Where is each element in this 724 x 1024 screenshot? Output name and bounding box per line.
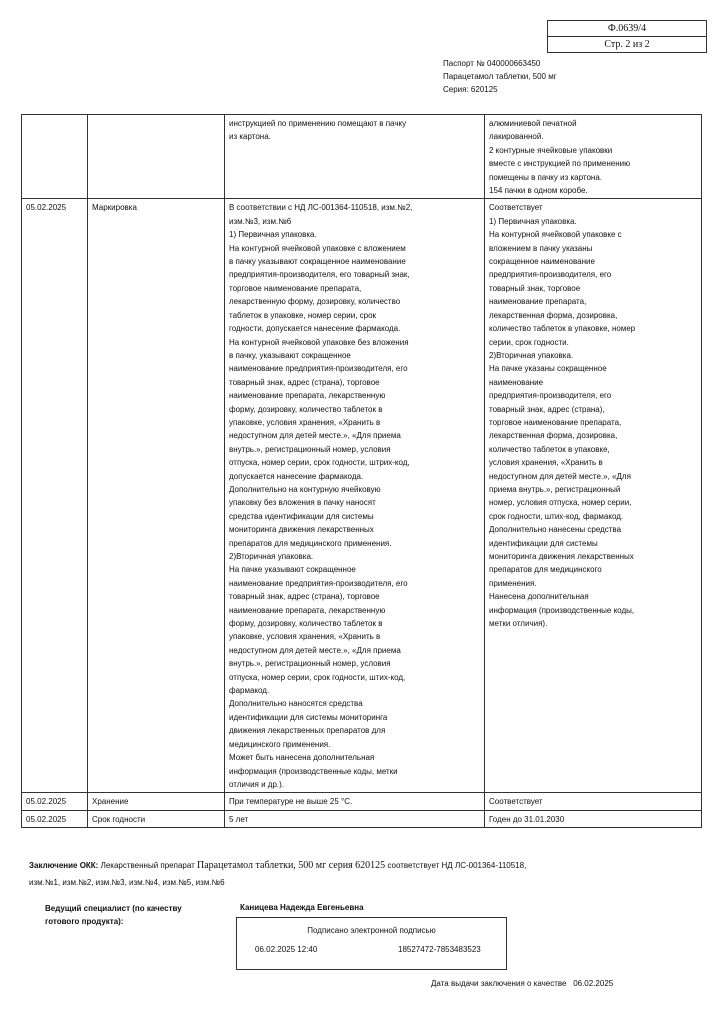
text-line: из картона. xyxy=(229,132,271,142)
text-line: 2 контурные ячейковые упаковки xyxy=(489,145,613,155)
text-line: вложением в пачку указаны xyxy=(489,243,593,253)
text-line: 2)Вторичная упаковка. xyxy=(489,350,574,360)
table-row xyxy=(22,115,702,199)
text-line: метки отличия). xyxy=(489,619,548,629)
issue-label: Дата выдачи заключения о качестве xyxy=(431,979,567,988)
text-line: упаковке, условия хранения, «Хранить в xyxy=(229,417,381,427)
text-line: При температуре не выше 25 °С. xyxy=(229,797,353,807)
text-line: Годен до 31.01.2030 xyxy=(489,814,565,824)
text-line: предприятия-производителя, его товарный знак, xyxy=(229,270,410,280)
text-line: отпуска, номер серии, срок годности, штрих-код, xyxy=(229,458,410,468)
text-line: таблеток в упаковке, номер серии, срок xyxy=(229,310,377,320)
text-line: форму, дозировку, количество таблеток в xyxy=(229,404,383,414)
text-line: движения лекарственных препаратов для xyxy=(229,726,386,736)
text-line: Соответствует xyxy=(489,203,543,213)
date-cell xyxy=(22,115,88,199)
text-line: идентификации для системы мониторинга xyxy=(229,712,388,722)
text-line: помещены в пачку из картона. xyxy=(489,172,602,182)
text-line: серии, срок годности. xyxy=(489,337,569,347)
date-cell: 05.02.2025 xyxy=(22,793,88,810)
text-line: На контурной ячейковой упаковке без вложения xyxy=(229,337,409,347)
text-line: в пачку указывают сокращенное наименование xyxy=(229,257,406,267)
text-line: упаковке, условия хранения, «Хранить в xyxy=(229,632,381,642)
parameter-cell: Маркировка xyxy=(88,199,225,793)
text-line: Дополнительно нанесены средства xyxy=(489,525,622,535)
text-line: лакированной. xyxy=(489,132,544,142)
text-line: средства идентификации для системы xyxy=(229,511,374,521)
text-line: медицинского применения. xyxy=(229,739,331,749)
text-line: срок годности, штих-код, фармакод. xyxy=(489,511,624,521)
result-cell xyxy=(485,199,702,793)
text-line: Дополнительно наносятся средства xyxy=(229,699,363,709)
text-line: фармакод. xyxy=(229,686,270,696)
text-line: наименование предприятия-производителя, его xyxy=(229,578,408,588)
text-line: На контурной ячейковой упаковке с xyxy=(489,230,622,240)
specialist-label xyxy=(45,902,182,928)
result-cell xyxy=(485,793,702,810)
text-line: отпуска, номер серии, срок годности, штих-код, xyxy=(229,672,406,682)
text-line: На контурной ячейковой упаковке с вложением xyxy=(229,243,406,253)
table-row xyxy=(22,810,702,827)
text-line: мониторинга движения лекарственных xyxy=(489,552,634,561)
text-line: Соответствует xyxy=(489,797,543,807)
text-line: в пачку, указывают сокращенное xyxy=(229,350,351,360)
conclusion-line-1 xyxy=(29,857,701,874)
requirement-cell xyxy=(225,810,485,827)
text-line: информация (производственные коды, xyxy=(489,605,635,615)
requirement-cell xyxy=(225,199,485,793)
result-cell xyxy=(485,810,702,827)
text-line: информация (производственные коды, метки xyxy=(229,766,398,776)
text-line: лекарственную форму, дозировку, количество xyxy=(229,297,401,307)
passport-number: Паспорт № 040000663450 xyxy=(443,59,541,68)
text-line: В соответствии с НД ЛС-001364-110518, изм.№2, xyxy=(229,203,413,213)
specialist-label-line-1: Ведущий специалист (по качеству xyxy=(45,904,182,913)
text-line: количество таблеток в упаковке, xyxy=(489,444,610,454)
specialist-name: Каницева Надежда Евгеньевна xyxy=(240,903,364,912)
text-line: На пачке указаны сокращенное xyxy=(489,364,607,374)
text-line: наименование препарата, xyxy=(489,297,587,307)
text-line: торговое наименование препарата, xyxy=(229,283,362,293)
text-line: лекарственная форма, дозировка, xyxy=(489,310,618,320)
form-code-box xyxy=(547,20,707,53)
text-line: недоступном для детей месте.», «Для xyxy=(489,471,631,481)
text-line: отличия и др.). xyxy=(229,779,285,789)
conclusion-line-2: изм.№1, изм.№2, изм.№3, изм.№4, изм.№5, изм.№6 xyxy=(29,878,225,887)
page-number: Стр. 2 из 2 xyxy=(548,36,706,52)
signature-datetime: 06.02.2025 12:40 xyxy=(255,945,318,954)
parameter-cell: Хранение xyxy=(88,793,225,810)
text-line: условия хранения, «Хранить в xyxy=(489,458,603,468)
form-code: Ф.0639/4 xyxy=(607,23,647,34)
text-line: торговое наименование препарата, xyxy=(489,417,622,427)
text-line: товарный знак, адрес (страна), торговое xyxy=(229,592,380,602)
issue-date: 06.02.2025 xyxy=(573,979,614,988)
text-line: недоступном для детей месте.», «Для приема xyxy=(229,431,401,441)
requirement-cell xyxy=(225,793,485,810)
text-line: 2)Вторичная упаковка. xyxy=(229,552,314,561)
text-line: лекарственная форма, дозировка, xyxy=(489,431,618,441)
text-line: приема внутрь.», регистрационный xyxy=(489,484,621,494)
text-line: инструкцией по применению помещают в пачку xyxy=(229,119,407,128)
text-line: препаратов для медицинского применения. xyxy=(229,538,392,548)
test-results-table xyxy=(21,114,702,828)
conclusion-product: Парацетамол таблетки, 500 мг серия 620125 xyxy=(197,860,386,871)
text-line: форму, дозировку, количество таблеток в xyxy=(229,619,383,629)
conclusion xyxy=(29,857,701,891)
text-line: сокращенное наименование xyxy=(489,257,595,267)
text-line: Нанесена дополнительная xyxy=(489,592,589,602)
parameter-cell: Срок годности xyxy=(88,810,225,827)
text-line: 1) Первичная упаковка. xyxy=(489,216,577,226)
passport-product: Парацетамол таблетки, 500 мг xyxy=(443,72,557,81)
conclusion-pre: Лекарственный препарат xyxy=(98,861,198,870)
text-line: предприятия-производителя, его xyxy=(489,270,612,280)
text-line: Может быть нанесена дополнительная xyxy=(229,753,375,763)
text-line: мониторинга движения лекарственных xyxy=(229,525,374,535)
text-line: применения. xyxy=(489,578,537,588)
specialist-label-line-2: готового продукта): xyxy=(45,917,124,926)
text-line: внутрь.», регистрационный номер, условия xyxy=(229,444,391,454)
parameter-cell xyxy=(88,115,225,199)
electronic-signature-box xyxy=(236,917,507,970)
conclusion-label: Заключение ОКК: xyxy=(29,861,99,870)
text-line: 1) Первичная упаковка. xyxy=(229,230,317,240)
date-cell: 05.02.2025 xyxy=(22,199,88,793)
text-line: изм.№3, изм.№6 xyxy=(229,216,292,226)
table-row xyxy=(22,793,702,810)
requirement-cell xyxy=(225,115,485,199)
text-line: товарный знак, торговое xyxy=(489,283,581,293)
result-cell xyxy=(485,115,702,199)
text-line: товарный знак, адрес (страна), торговое xyxy=(229,377,380,387)
passport-series: Серия: 620125 xyxy=(443,85,498,94)
table-row xyxy=(22,199,702,793)
text-line: предприятия-производителя, его xyxy=(489,391,612,401)
text-line: упаковку без вложения в пачку наносят xyxy=(229,498,376,508)
text-line: вместе с инструкцией по применению xyxy=(489,159,631,169)
text-line: Дополнительно на контурную ячейковую xyxy=(229,484,381,494)
date-cell: 05.02.2025 xyxy=(22,810,88,827)
text-line: алюминиевой печатной xyxy=(489,119,577,128)
signature-number: 18527472-7853483523 xyxy=(398,945,481,954)
text-line: внутрь.», регистрационный номер, условия xyxy=(229,659,391,669)
text-line: недоступном для детей месте.», «Для приема xyxy=(229,645,401,655)
text-line: товарный знак, адрес (страна), xyxy=(489,404,605,414)
text-line: На пачке указывают сокращенное xyxy=(229,565,356,575)
text-line: наименование xyxy=(489,377,544,387)
text-line: 154 пачки в одном коробе. xyxy=(489,186,588,196)
conclusion-post: соответствует НД ЛС-001364-110518, xyxy=(385,861,527,870)
text-line: количество таблеток в упаковке, номер xyxy=(489,324,636,334)
text-line: наименование предприятия-производителя, его xyxy=(229,364,408,374)
text-line: идентификации для системы xyxy=(489,538,598,548)
text-line: 5 лет xyxy=(229,814,249,824)
text-line: годности, допускается нанесение фармакода. xyxy=(229,324,401,334)
text-line: наименование препарата, лекарственную xyxy=(229,605,386,615)
text-line: допускается нанесение фармакода. xyxy=(229,471,364,481)
text-line: номер, условия отпуска, номер серии, xyxy=(489,498,632,508)
text-line: препаратов для медицинского xyxy=(489,565,602,575)
text-line: наименование препарата, лекарственную xyxy=(229,391,386,401)
signature-title: Подписано электронной подписью xyxy=(307,926,436,935)
issue-date-line xyxy=(431,979,613,988)
passport-header xyxy=(443,57,557,96)
